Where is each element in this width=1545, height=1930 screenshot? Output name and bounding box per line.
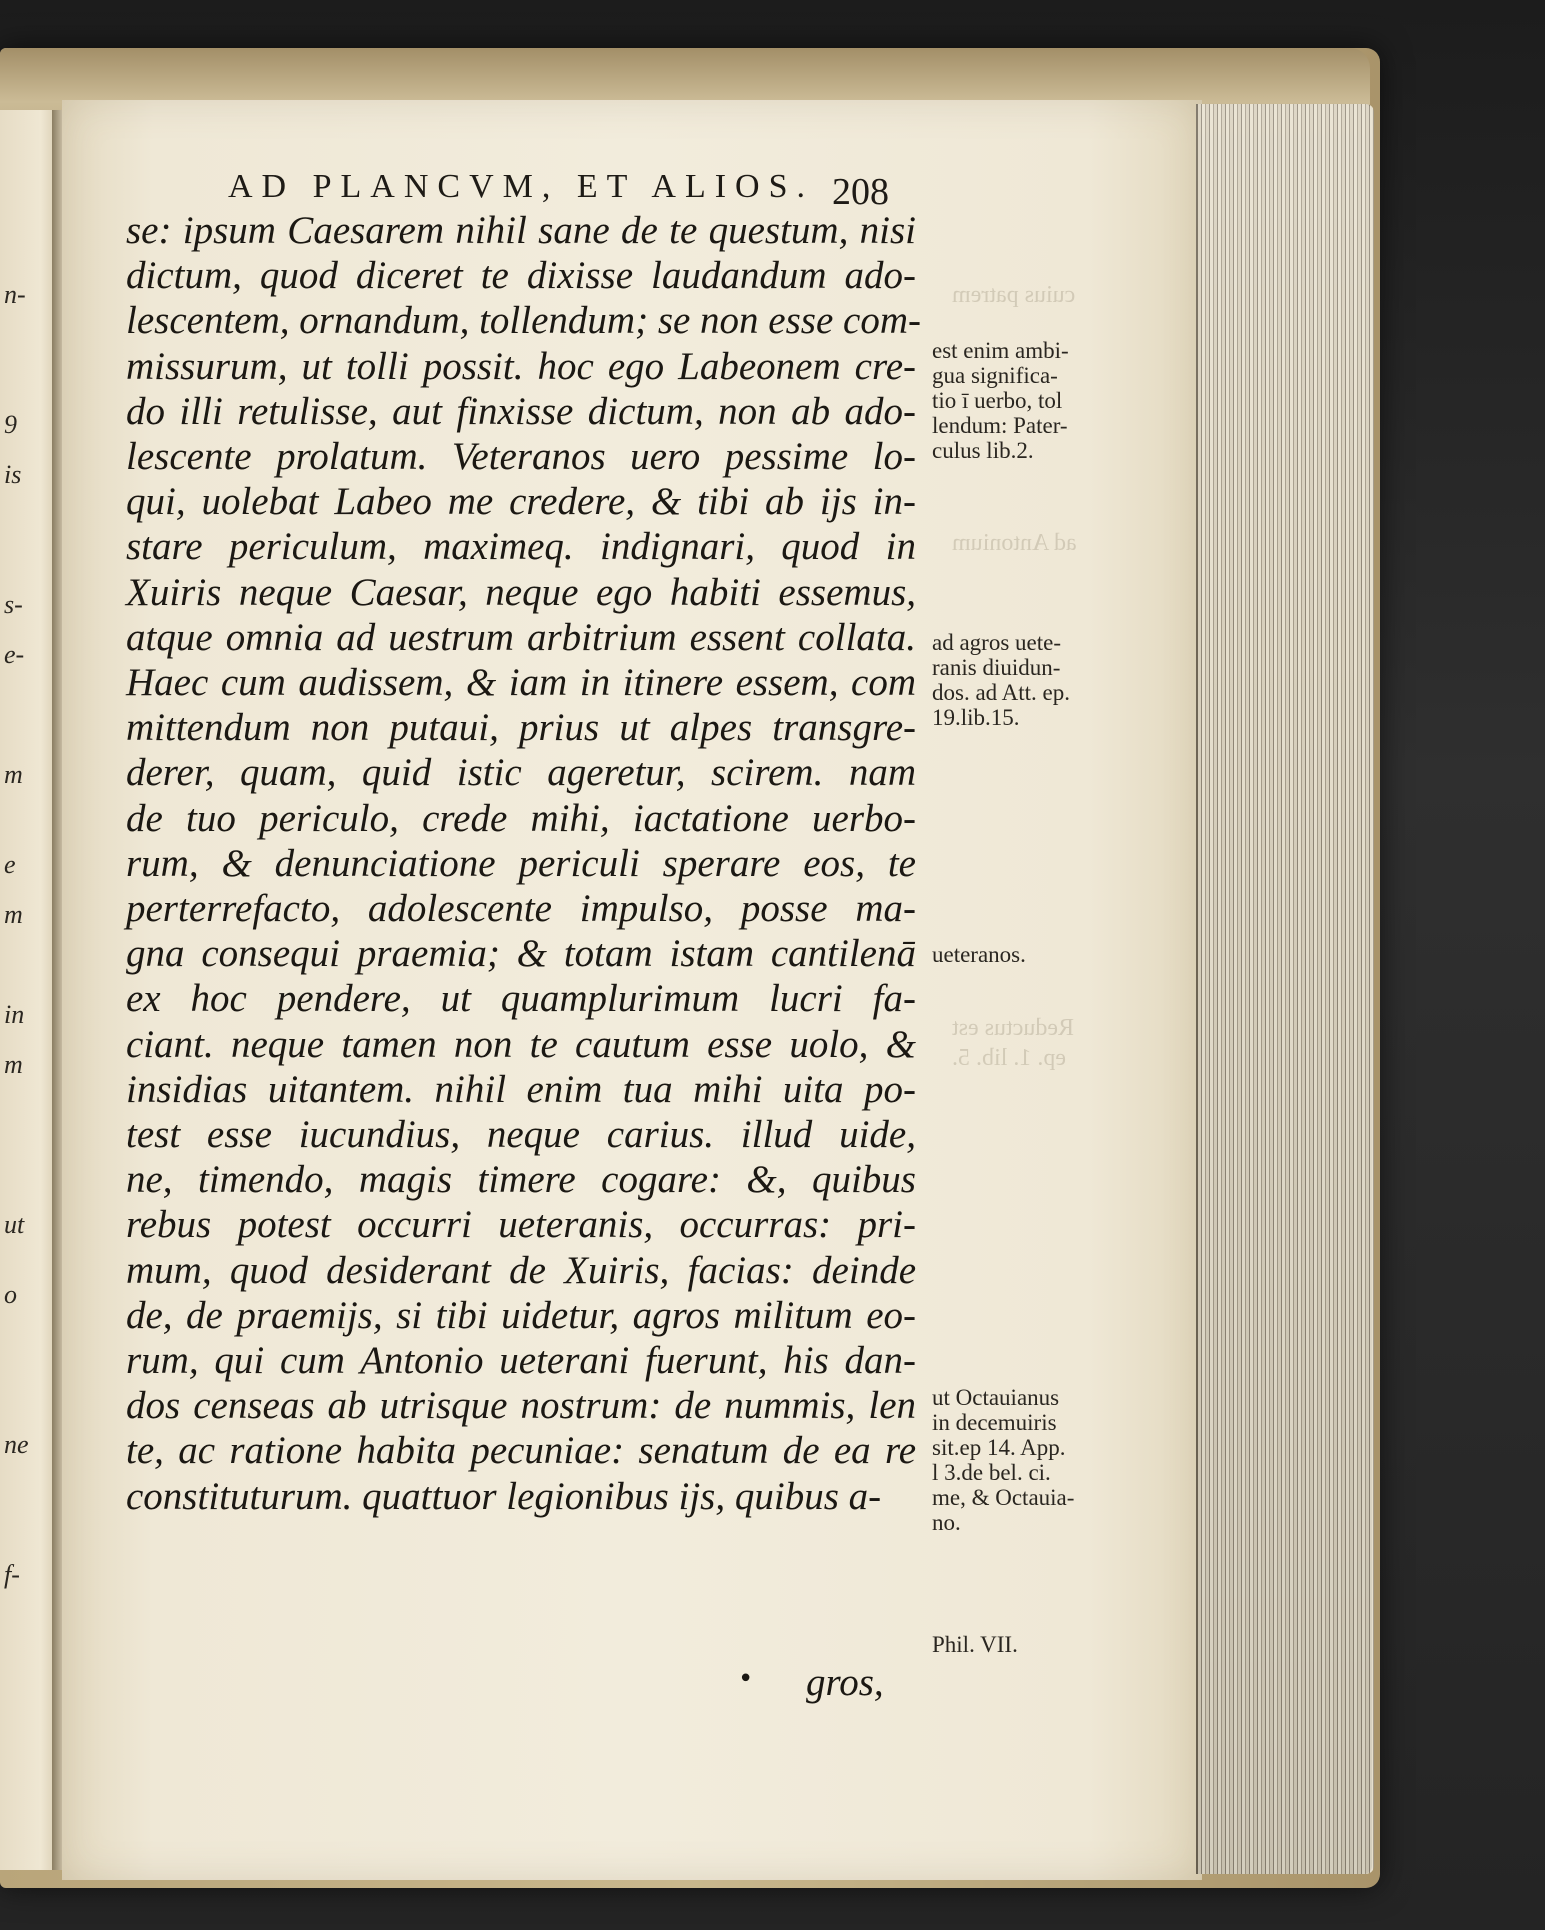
- margin-note: [932, 942, 1152, 967]
- bleed-through-text: cuius patrem: [952, 282, 1076, 308]
- margin-note-line: l 3.de bel. ci.: [932, 1460, 1051, 1485]
- margin-note: [932, 1385, 1152, 1535]
- page-number: 208: [832, 171, 889, 213]
- margin-note-line: ranis diuidun-: [932, 655, 1061, 680]
- text-line: de, de praemijs, si tibi uidetur, agros militum eo-: [126, 1293, 916, 1337]
- left-page-fragment: m: [4, 1050, 23, 1079]
- left-page-fragment: m: [4, 760, 23, 789]
- margin-note-line: ueteranos.: [932, 942, 1026, 967]
- left-page-fragment: f-: [4, 1560, 20, 1589]
- text-line: dictum, quod diceret te dixisse laudandum ado-: [126, 254, 916, 298]
- text-line: Haec cum audissem, & iam in itinere essem, com: [126, 661, 916, 705]
- margin-note-line: gua significa-: [932, 363, 1058, 388]
- margin-note-line: lendum: Pater-: [932, 413, 1068, 438]
- left-page-fragment: s-: [4, 590, 23, 619]
- text-line: lescentem, ornandum, tollendum; se non esse com-: [126, 299, 921, 343]
- text-line: qui, uolebat Labeo me credere, & tibi ab ijs in-: [126, 480, 916, 524]
- left-page-fragment: ne: [4, 1430, 29, 1459]
- margin-note-line: me, & Octauia-: [932, 1485, 1075, 1510]
- text-line: test esse iucundius, neque carius. illud uide,: [126, 1113, 916, 1157]
- text-line: insidias uitantem. nihil enim tua mihi uita po-: [126, 1067, 916, 1111]
- text-line: te, ac ratione habita pecuniae: senatum de ea re: [126, 1429, 916, 1473]
- text-line: missurum, ut tolli possit. hoc ego Labeonem cre-: [126, 344, 916, 388]
- text-line: stare periculum, maximeq. indignari, quod in: [126, 525, 916, 569]
- margin-note-line: 19.lib.15.: [932, 705, 1020, 730]
- left-page-fragment: e-: [4, 640, 25, 669]
- text-line: ne, timendo, magis timere cogare: &, quibus: [126, 1158, 916, 1202]
- page-fore-edge-shade: [1196, 104, 1372, 1874]
- left-page-fragment: e: [4, 850, 16, 879]
- text-line: rebus potest occurri ueteranis, occurras: pri-: [126, 1203, 916, 1247]
- margin-note-line: in decemuiris: [932, 1410, 1057, 1435]
- margin-note-line: culus lib.2.: [932, 438, 1034, 463]
- text-line: mittendum non putaui, prius ut alpes transgre-: [126, 706, 916, 750]
- text-line: atque omnia ad uestrum arbitrium essent collata.: [126, 615, 916, 659]
- running-header: AD PLANCVM, ET ALIOS.: [228, 168, 815, 205]
- left-page-sliver: [0, 110, 58, 1870]
- catchword: gros,: [806, 1661, 884, 1704]
- margin-note: [932, 338, 1152, 463]
- left-page-fragment: n-: [4, 280, 26, 309]
- text-line: gna consequi praemia; & totam istam cantilenā: [126, 932, 916, 976]
- left-page-fragment: m: [4, 900, 23, 929]
- catchword-mark: •: [738, 1664, 754, 1694]
- margin-note-line: ad agros uete-: [932, 630, 1061, 655]
- text-line: rum, & denunciatione periculi sperare eos, te: [126, 841, 916, 885]
- margin-note-line: no.: [932, 1510, 961, 1535]
- text-line: lescente prolatum. Veteranos uero pessime lo-: [126, 435, 916, 479]
- left-page-fragment: in: [4, 1000, 25, 1029]
- margin-note-line: tio ī uerbo, tol: [932, 388, 1063, 413]
- left-page-fragment: 9: [4, 410, 17, 439]
- text-line: dos censeas ab utrisque nostrum: de nummis, len: [126, 1384, 916, 1428]
- text-line: mum, quod desiderant de Xuiris, facias: deinde: [126, 1248, 916, 1292]
- left-page-fragment: is: [4, 460, 22, 489]
- bleed-through-text: ad Antonium: [952, 530, 1077, 556]
- text-line: de tuo periculo, crede mihi, iactatione uerbo-: [126, 796, 916, 840]
- body-text: [126, 208, 921, 1519]
- margin-note-line: est enim ambi-: [932, 338, 1069, 363]
- margin-note-line: dos. ad Att. ep.: [932, 680, 1070, 705]
- margin-note-line: Phil. VII.: [932, 1632, 1018, 1657]
- left-page-fragment: o: [4, 1280, 17, 1309]
- text-line: se: ipsum Caesarem nihil sane de te questum, nisi: [126, 209, 916, 252]
- text-line: derer, quam, quid istic ageretur, scirem. nam: [126, 751, 916, 795]
- margin-note-line: ut Octauianus: [932, 1385, 1060, 1410]
- bleed-through-text: Reductus est: [952, 1015, 1074, 1041]
- text-line: ciant. neque tamen non te cautum esse uolo, &: [126, 1022, 916, 1066]
- margin-note: [932, 1632, 1152, 1657]
- text-line: rum, qui cum Antonio ueterani fuerunt, his dan-: [126, 1339, 916, 1383]
- bleed-through-text: ep. 1. lib. 5.: [952, 1045, 1066, 1071]
- margin-note-line: sit.ep 14. App.: [932, 1435, 1066, 1460]
- text-line: perterrefacto, adolescente impulso, posse ma-: [126, 887, 916, 931]
- left-page-fragment: ut: [4, 1210, 25, 1239]
- text-line: Xuiris neque Caesar, neque ego habiti essemus,: [126, 570, 916, 614]
- margin-note: [932, 630, 1152, 730]
- text-line: do illi retulisse, aut finxisse dictum, non ab ado-: [126, 389, 916, 433]
- text-line: constituturum. quattuor legionibus ijs, quibus a-: [126, 1474, 882, 1518]
- text-line: ex hoc pendere, ut quamplurimum lucri fa-: [126, 977, 916, 1021]
